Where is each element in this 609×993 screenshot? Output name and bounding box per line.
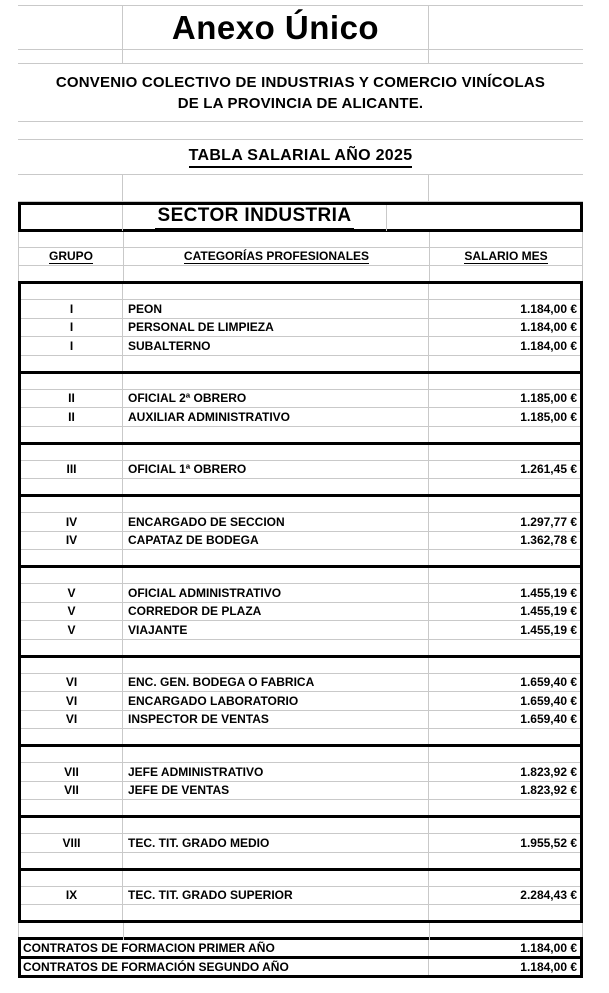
salary-cell: 1.455,19 € xyxy=(520,585,577,600)
empty-cell xyxy=(429,729,580,744)
empty-cell xyxy=(429,497,580,512)
spacer-row xyxy=(18,50,583,64)
table-row xyxy=(21,337,580,356)
category-cell: ENCARGADO DE SECCION xyxy=(123,513,429,531)
group-cell: VII xyxy=(21,782,123,800)
salary-sheet xyxy=(18,5,583,978)
spacer-row xyxy=(18,923,583,940)
group-cell: IV xyxy=(21,513,123,531)
empty-cell xyxy=(430,923,582,940)
empty-cell xyxy=(21,356,123,371)
title-row xyxy=(18,6,583,50)
salary-cell: 1.455,19 € xyxy=(520,622,577,637)
table-row xyxy=(21,408,580,427)
spacer-row xyxy=(21,356,580,371)
table-row xyxy=(21,763,580,782)
table-row xyxy=(21,621,580,640)
category-cell: CORREDOR DE PLAZA xyxy=(123,603,429,621)
spacer-row xyxy=(21,445,580,461)
formation-contract-row xyxy=(18,956,583,978)
subtitle-line-1: CONVENIO COLECTIVO DE INDUSTRIAS Y COMERCIO VINÍCOLAS xyxy=(55,73,546,91)
contract-label: CONTRATOS DE FORMACIÓN SEGUNDO AÑO xyxy=(21,959,429,975)
table-row xyxy=(21,300,580,319)
table-row xyxy=(21,513,580,532)
empty-cell xyxy=(123,871,429,886)
category-cell: SUBALTERNO xyxy=(123,337,429,355)
empty-cell xyxy=(430,266,582,281)
subtitle-row xyxy=(18,64,583,122)
salary-cell: 1.455,19 € xyxy=(520,604,577,619)
empty-cell xyxy=(21,905,123,920)
empty-cell xyxy=(429,658,580,673)
table-row xyxy=(21,834,580,853)
empty-cell xyxy=(124,923,430,940)
group-cell: VI xyxy=(21,674,123,692)
page-title: Anexo Único xyxy=(171,8,380,46)
empty-cell xyxy=(429,747,580,762)
header-section xyxy=(18,5,583,202)
group-cell: III xyxy=(21,461,123,479)
category-cell: JEFE ADMINISTRATIVO xyxy=(123,763,429,781)
spacer-row xyxy=(21,871,580,887)
empty-cell xyxy=(21,284,123,299)
salary-cell: 1.185,00 € xyxy=(520,391,577,406)
contract-label: CONTRATOS DE FORMACION PRIMER AÑO xyxy=(21,940,429,956)
empty-cell xyxy=(429,445,580,460)
empty-cell xyxy=(21,853,123,868)
empty-cell xyxy=(429,568,580,583)
empty-cell xyxy=(429,356,580,371)
empty-cell xyxy=(123,800,429,815)
category-cell: TEC. TIT. GRADO SUPERIOR xyxy=(123,887,429,905)
empty-cell xyxy=(21,445,123,460)
empty-cell xyxy=(387,205,580,231)
salary-cell: 1.297,77 € xyxy=(520,514,577,529)
salary-cell: 1.184,00 € xyxy=(520,301,577,316)
spacer-row xyxy=(21,747,580,763)
category-cell: CAPATAZ DE BODEGA xyxy=(123,532,429,550)
spacer-row xyxy=(21,497,580,513)
empty-cell xyxy=(21,427,123,442)
spacer-row xyxy=(21,284,580,300)
column-header-section xyxy=(18,232,583,281)
table-row xyxy=(21,887,580,906)
empty-cell xyxy=(123,284,429,299)
section-title-cell xyxy=(123,205,387,231)
group-cell: VIII xyxy=(21,834,123,852)
spacer-row xyxy=(21,658,580,674)
empty-cell xyxy=(18,50,123,63)
spacer-row xyxy=(21,800,580,815)
empty-cell xyxy=(429,853,580,868)
table-row xyxy=(21,532,580,551)
salary-cell: 1.659,40 € xyxy=(520,712,577,727)
group-box xyxy=(18,565,583,658)
salary-cell: 1.362,78 € xyxy=(520,533,577,548)
empty-cell xyxy=(19,923,124,940)
group-cell: I xyxy=(21,337,123,355)
category-cell: ENCARGADO LABORATORIO xyxy=(123,692,429,710)
empty-cell xyxy=(429,800,580,815)
spacer-row xyxy=(21,374,580,390)
group-box xyxy=(18,868,583,924)
spacer-row xyxy=(21,479,580,494)
category-column-header xyxy=(124,248,430,265)
section-title: SECTOR INDUSTRIA xyxy=(155,205,355,231)
category-cell: ENC. GEN. BODEGA O FABRICA xyxy=(123,674,429,692)
empty-cell xyxy=(429,284,580,299)
contract-salary: 1.184,00 € xyxy=(520,960,577,974)
group-box xyxy=(18,442,583,498)
salary-groups xyxy=(18,281,583,923)
spacer-row xyxy=(21,427,580,442)
empty-cell xyxy=(21,658,123,673)
category-cell: VIAJANTE xyxy=(123,621,429,639)
empty-cell xyxy=(123,374,429,389)
table-row xyxy=(21,711,580,730)
salary-cell: 1.184,00 € xyxy=(520,338,577,353)
spacer-row xyxy=(19,232,582,248)
empty-cell xyxy=(21,800,123,815)
empty-cell xyxy=(21,747,123,762)
empty-cell xyxy=(21,374,123,389)
salary-cell: 1.184,00 € xyxy=(520,320,577,335)
empty-cell xyxy=(123,497,429,512)
group-box xyxy=(18,371,583,445)
empty-cell xyxy=(19,266,124,281)
empty-cell xyxy=(21,497,123,512)
group-cell: II xyxy=(21,390,123,408)
empty-cell xyxy=(21,640,123,655)
empty-cell xyxy=(21,479,123,494)
group-cell: I xyxy=(21,319,123,337)
category-cell: AUXILIAR ADMINISTRATIVO xyxy=(123,408,429,426)
spacer-row xyxy=(18,122,583,140)
group-box xyxy=(18,494,583,568)
salary-cell: 1.261,45 € xyxy=(520,462,577,477)
salary-cell: 1.823,92 € xyxy=(520,764,577,779)
empty-cell xyxy=(123,568,429,583)
empty-cell xyxy=(429,479,580,494)
group-cell: VII xyxy=(21,763,123,781)
empty-cell xyxy=(124,266,430,281)
empty-cell xyxy=(430,232,582,247)
category-cell: PERSONAL DE LIMPIEZA xyxy=(123,319,429,337)
empty-cell xyxy=(123,427,429,442)
salary-column-header xyxy=(430,248,582,265)
group-cell: VI xyxy=(21,711,123,729)
group-cell: IV xyxy=(21,532,123,550)
group-box xyxy=(18,815,583,871)
empty-cell xyxy=(123,640,429,655)
contract-salary: 1.184,00 € xyxy=(520,941,577,955)
group-header-label: GRUPO xyxy=(48,249,93,263)
group-cell: V xyxy=(21,584,123,602)
empty-cell xyxy=(123,479,429,494)
group-cell: V xyxy=(21,603,123,621)
group-column-header xyxy=(19,248,124,265)
group-cell: IX xyxy=(21,887,123,905)
empty-cell xyxy=(429,905,580,920)
salary-cell: 1.659,40 € xyxy=(520,675,577,690)
table-row xyxy=(21,461,580,480)
subtitle-line-2: DE LA PROVINCIA DE ALICANTE. xyxy=(177,94,424,112)
empty-cell xyxy=(123,356,429,371)
empty-cell xyxy=(429,818,580,833)
empty-cell xyxy=(124,232,430,247)
empty-cell xyxy=(429,640,580,655)
empty-cell xyxy=(123,905,429,920)
empty-cell xyxy=(429,871,580,886)
empty-cell xyxy=(123,853,429,868)
empty-cell xyxy=(123,658,429,673)
salary-header-label: SALARIO MES xyxy=(464,249,548,263)
spacer-row xyxy=(21,640,580,655)
formation-contract-row xyxy=(18,937,583,959)
spacer-row xyxy=(21,818,580,834)
table-title: TABLA SALARIAL AÑO 2025 xyxy=(189,147,413,168)
empty-cell xyxy=(21,568,123,583)
category-cell: JEFE DE VENTAS xyxy=(123,782,429,800)
empty-cell xyxy=(18,175,123,201)
group-cell: I xyxy=(21,300,123,318)
salary-cell: 2.284,43 € xyxy=(520,888,577,903)
spacer-row xyxy=(18,175,583,201)
column-header-row xyxy=(19,248,582,266)
empty-cell xyxy=(123,747,429,762)
category-cell: INSPECTOR DE VENTAS xyxy=(123,711,429,729)
spacer-row xyxy=(21,905,580,920)
table-row xyxy=(21,390,580,409)
empty-cell xyxy=(429,6,583,49)
section-title-box xyxy=(18,202,583,232)
group-cell: VI xyxy=(21,692,123,710)
table-row xyxy=(21,782,580,801)
spacer-row xyxy=(21,853,580,868)
group-box xyxy=(18,744,583,818)
table-title-row xyxy=(18,140,583,175)
category-cell: TEC. TIT. GRADO MEDIO xyxy=(123,834,429,852)
table-row xyxy=(21,584,580,603)
empty-cell xyxy=(123,175,429,201)
empty-cell xyxy=(18,6,123,49)
empty-cell xyxy=(21,550,123,565)
empty-cell xyxy=(123,729,429,744)
salary-cell: 1.955,52 € xyxy=(520,835,577,850)
group-box xyxy=(18,281,583,374)
category-header-label: CATEGORÍAS PROFESIONALES xyxy=(183,249,370,263)
empty-cell xyxy=(123,445,429,460)
group-cell: V xyxy=(21,621,123,639)
empty-cell xyxy=(21,871,123,886)
empty-cell xyxy=(21,205,123,231)
title-cell xyxy=(123,6,429,49)
table-row xyxy=(21,603,580,622)
empty-cell xyxy=(429,427,580,442)
group-box xyxy=(18,655,583,748)
empty-cell xyxy=(19,232,124,247)
category-cell: OFICIAL ADMINISTRATIVO xyxy=(123,584,429,602)
table-row xyxy=(21,674,580,693)
empty-cell xyxy=(123,50,429,63)
salary-cell: 1.659,40 € xyxy=(520,693,577,708)
empty-cell xyxy=(429,374,580,389)
table-row xyxy=(21,692,580,711)
table-row xyxy=(21,319,580,338)
spacer-row xyxy=(21,568,580,584)
group-cell: II xyxy=(21,408,123,426)
empty-cell xyxy=(429,175,583,201)
spacer-row xyxy=(21,729,580,744)
empty-cell xyxy=(123,818,429,833)
spacer-row xyxy=(19,266,582,281)
empty-cell xyxy=(21,729,123,744)
empty-cell xyxy=(429,50,583,63)
empty-cell xyxy=(429,550,580,565)
category-cell: OFICIAL 1ª OBRERO xyxy=(123,461,429,479)
empty-cell xyxy=(123,550,429,565)
salary-cell: 1.185,00 € xyxy=(520,409,577,424)
empty-cell xyxy=(21,818,123,833)
category-cell: OFICIAL 2ª OBRERO xyxy=(123,390,429,408)
salary-cell: 1.823,92 € xyxy=(520,783,577,798)
category-cell: PEON xyxy=(123,300,429,318)
spacer-row xyxy=(21,550,580,565)
